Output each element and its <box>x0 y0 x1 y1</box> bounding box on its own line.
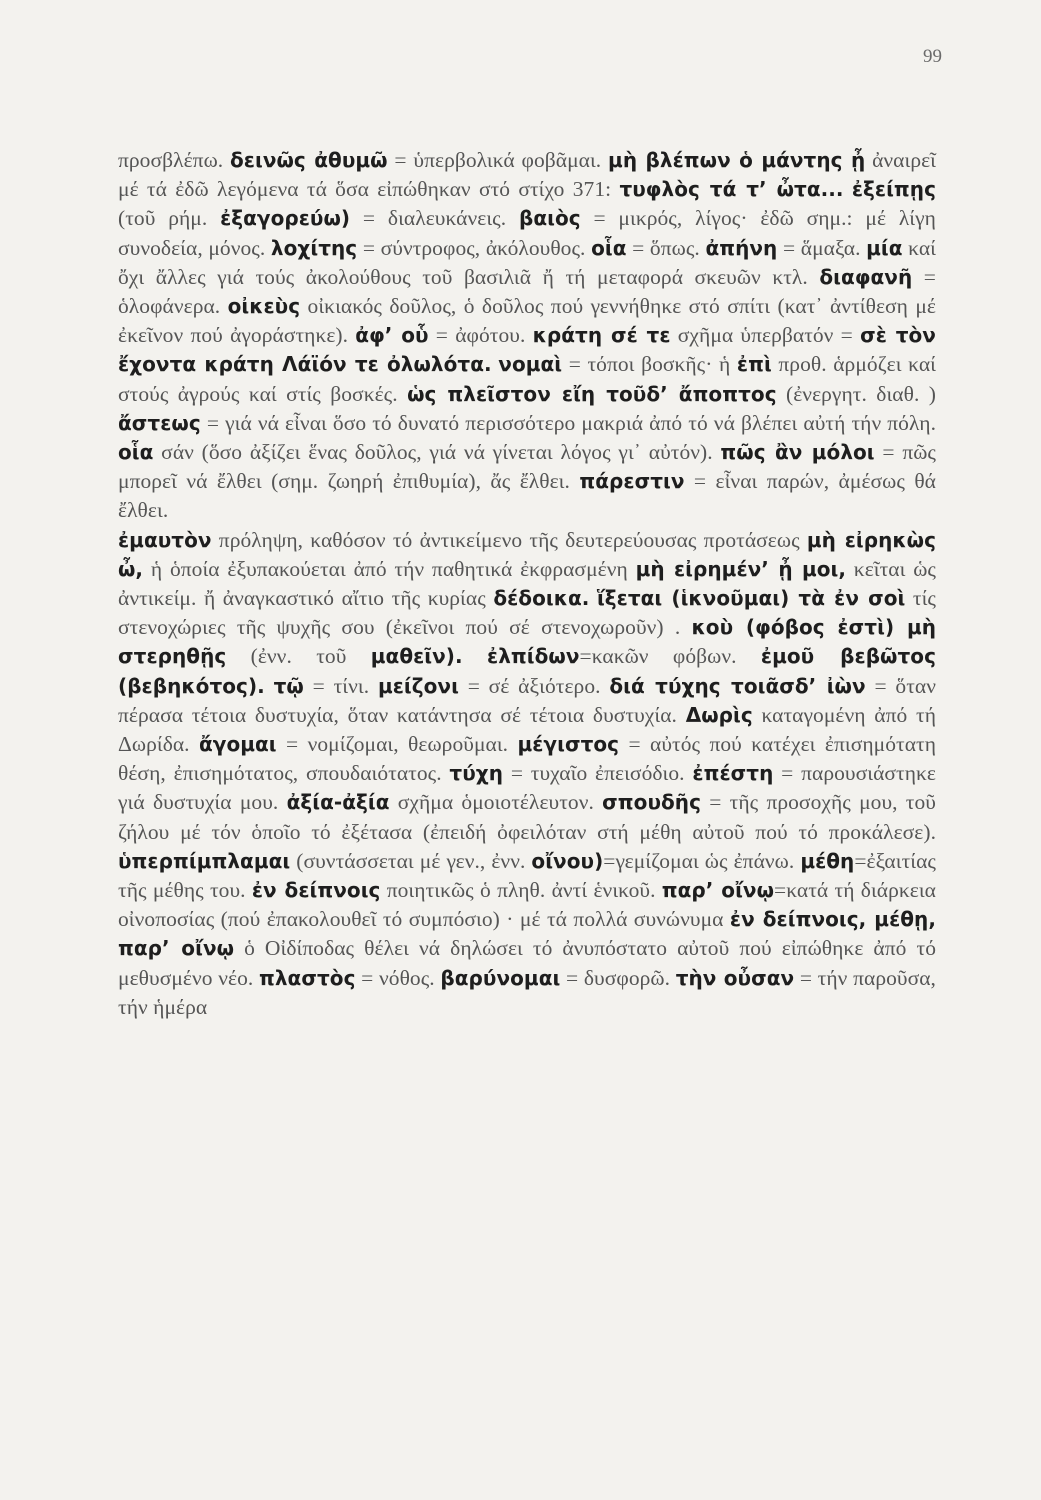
page-number: 99 <box>923 46 942 67</box>
gloss-text <box>844 177 852 201</box>
lemma: ἄγομαι <box>199 732 277 757</box>
gloss-text: ἡ ὁποία ἐξυπακούεται ἀπό τήν παθητικά ἐκφρασμένη <box>143 556 636 581</box>
lemma: μείζονι <box>377 673 459 698</box>
gloss-text: σχῆμα ὑπερβατόν = <box>670 323 861 348</box>
gloss-text <box>265 674 274 698</box>
lemma: οἰκεὺς <box>227 294 301 319</box>
lemma: κράτη σέ τε <box>532 323 671 348</box>
gloss-text: = ὁλοφάνερα. <box>118 264 936 319</box>
lemma: τυφλὸς τά τ’ ὦτα... <box>619 177 844 202</box>
gloss-text: = αὐτός πού κατέχει ἐπισημότατη θέση, ἐπισημότατος, σπουδαιότατος. <box>118 732 937 786</box>
lemma: λοχίτης <box>270 235 358 260</box>
gloss-text: κεῖται ὡς ἀντικείμ. ἤ ἀναγκαστικό αἴτιο τῆς κυρίας <box>118 556 936 611</box>
lemma: διαφανῆ <box>819 264 913 289</box>
gloss-text: =γεμίζομαι ὡς ἐπάνω. <box>603 848 801 873</box>
gloss-text: καί ὄχι ἄλλες γιά τούς ἀκολούθους τοῦ βασιλιᾶ ἤ τή μεταφορά σκευῶν κτλ. <box>118 235 936 289</box>
gloss-text: = τίνι. <box>303 673 378 698</box>
lemma: τύχη <box>449 761 504 786</box>
gloss-text: = νόθος. <box>355 965 441 990</box>
lemma: δέδοικα. <box>493 586 590 611</box>
lemma: ὑπερπίμπλαμαι <box>118 848 291 873</box>
lemma: κοὺ (φόβος ἐστὶ) μὴ στερηθῇς <box>118 615 937 669</box>
lemma: τὴν οὖσαν <box>675 965 795 990</box>
lemma: πλαστὸς <box>258 965 356 990</box>
commentary-text <box>118 146 936 1022</box>
lemma: μὴ εἰρημέν’ ᾖ μοι, <box>635 556 847 581</box>
lemma: μία <box>866 235 903 260</box>
lemma: πῶς ἂν μόλοι <box>720 440 875 465</box>
gloss-text: σχῆμα ὁμοιοτέλευτον. <box>389 790 603 815</box>
gloss-text: (ἐνεργητ. διαθ. ) <box>776 381 937 406</box>
lemma: μὴ εἰρηκὼς ὦ, <box>118 527 936 581</box>
gloss-text: οἰκιακός δοῦλος, ὁ δοῦλος πού γεννήθηκε στό σπίτι (κατ᾽ ἀντίθεση μέ ἐκεῖνον πού ἀγοράστηκε). <box>118 294 937 348</box>
lemma: ἐν δείπνοις, μέθῃ, παρ’ οἴνῳ <box>118 907 936 961</box>
gloss-text: = σύντροφος, ἀκόλουθος. <box>357 235 592 260</box>
gloss-text: =κατά τή διάρκεια οἰνοποσίας (πού ἐπακολουθεῖ τό συμπόσιο) · μέ τά πολλά συνώνυμα <box>118 878 936 932</box>
gloss-text: = γιά νά εἶναι ὅσο τό δυνατό περισσότερο μακριά ἀπό τό νά βλέπει αὐτή τήν πόλη. <box>200 410 936 435</box>
lemma: βαιὸς <box>518 206 581 231</box>
gloss-text: = τυχαῖο ἐπεισόδιο. <box>503 761 693 786</box>
lemma: ἀπήνη <box>705 235 778 260</box>
lemma: παρ’ οἴνῳ <box>661 878 775 903</box>
gloss-text: (συντάσσεται μέ γεν., ἐνν. <box>290 848 532 873</box>
paragraph <box>118 526 936 1022</box>
lemma: μέθη <box>800 848 855 873</box>
lemma: ἐπὶ <box>736 352 772 377</box>
gloss-text: = παρουσιάστηκε γιά δυστυχία μου. <box>118 761 936 815</box>
lemma: διά τύχης τοιᾶσδ’ ἰὼν <box>609 673 866 698</box>
gloss-text <box>463 644 487 668</box>
lemma: πάρεστιν <box>579 469 685 494</box>
lemma: σὲ τὸν ἔχοντα κράτη Λάϊόν τε ὀλωλότα. <box>118 323 936 377</box>
gloss-text: σάν (ὅσο ἀξίζει ἕνας δοῦλος, γιά νά γίνεται λόγος γι᾽ αὐτόν). <box>153 440 721 465</box>
gloss-text: = ἅμαξα. <box>777 235 867 260</box>
lemma: δεινῶς ἀθυμῶ <box>230 148 388 172</box>
gloss-text: = διαλευκάνεις. <box>350 206 519 231</box>
gloss-text: ἀναιρεῖ μέ τά ἐδῶ λεγόμενα τά ὅσα εἰπώθηκαν στό στίχο 371: <box>118 148 937 202</box>
gloss-text: προθ. ἁρμόζει καί στούς ἀγρούς καί στίς βοσκές. <box>118 352 936 406</box>
gloss-text: = τῆς προσοχῆς μου, τοῦ ζήλου μέ τόν ὁποῖο τό ἐξέτασα (ἐπειδή ὀφειλόταν στή μέθη αὐτοῦ πού τό προκάλεσε). <box>118 790 936 844</box>
gloss-text: = τόποι βοσκῆς· ἡ <box>562 352 737 377</box>
lemma: βαρύνομαι <box>440 965 561 990</box>
gloss-text: (τοῦ ρήμ. <box>118 206 221 231</box>
lemma: τῷ <box>273 673 304 698</box>
gloss-text: ὁ Οἰδίποδας θέλει νά δηλώσει τό ἀνυπόστατο αὐτοῦ πού εἰπώθηκε ἀπό τό μεθυσμένο νέο. <box>118 936 936 990</box>
gloss-text: = νομίζομαι, θεωροῦμαι. <box>276 732 518 757</box>
paragraph <box>118 146 936 526</box>
lemma: ὡς πλεῖστον εἴη τοῦδ’ ἄποπτος <box>407 381 777 406</box>
gloss-text: = δυσφορῶ. <box>560 965 676 990</box>
lemma: ἐμοῦ βεβῶτος (βεβηκότος). <box>118 644 936 698</box>
gloss-text: = εἶναι παρών, ἀμέσως θά ἔλθει. <box>118 469 937 523</box>
lemma: οἴνου) <box>531 848 604 873</box>
lemma: ἄστεως <box>118 410 201 435</box>
lemma: ἐν δείπνοις <box>251 878 381 903</box>
gloss-text: = ὑπερβολικά φοβᾶμαι. <box>387 148 609 172</box>
lemma: ἐξείπῃς <box>851 177 936 202</box>
lemma: ἵξεται (ἱκνοῦμαι) τὰ ἐν σοὶ <box>596 586 906 611</box>
gloss-text: = τήν παροῦσα, τήν ἡμέρα <box>118 965 936 1019</box>
gloss-text: = σέ ἀξιότερο. <box>458 673 610 698</box>
lemma: οἷα <box>591 235 627 260</box>
lemma: νομαὶ <box>498 352 563 377</box>
gloss-text: =κακῶν φόβων. <box>579 644 761 669</box>
gloss-text: = πῶς μπορεῖ νά ἔλθει (σημ. ζωηρή ἐπιθυμία), ἄς ἔλθει. <box>118 440 936 494</box>
lemma: Δωρὶς <box>685 702 753 727</box>
gloss-text: = ἀφότου. <box>428 323 533 348</box>
lemma: ἐπέστη <box>692 761 774 786</box>
gloss-text: καταγομένη ἀπό τή Δωρίδα. <box>118 702 936 757</box>
gloss-text: = ὅταν πέρασα τέτοια δυστυχία, ὅταν κατάντησα σέ τέτοια δυστυχία. <box>118 673 936 727</box>
lemma: ἐξαγορεύω) <box>220 206 351 231</box>
lemma: ἀφ’ οὗ <box>355 323 429 348</box>
gloss-text: πρόληψη, καθόσον τό ἀντικείμενο τῆς δευτερεύουσας προτάσεως <box>211 527 807 552</box>
gloss-text: =ἐξαιτίας τῆς μέθης του. <box>118 848 936 903</box>
lemma: μὴ βλέπων ὁ μάντης ᾖ <box>608 148 866 172</box>
gloss-text: ποιητικῶς ὁ πληθ. ἀντί ἑνικοῦ. <box>380 878 662 903</box>
lemma: οἷα <box>118 440 154 465</box>
gloss-text: προσβλέπω. <box>118 148 231 172</box>
lemma: μέγιστος <box>517 732 620 757</box>
gloss-text <box>589 586 597 610</box>
gloss-text: = ὅπως. <box>626 235 706 260</box>
gloss-text: τίς στενοχώριες τῆς ψυχῆς σου (ἐκεῖνοι πού σέ στενοχωροῦν) . <box>118 586 936 640</box>
lemma: σπουδῆς <box>602 790 701 815</box>
gloss-text: = μικρός, λίγος· ἐδῶ σημ.: μέ λίγη συνοδεία, μόνος. <box>118 206 936 260</box>
lemma: ἐμαυτὸν <box>118 527 212 552</box>
lemma: ἀξία-ἀξία <box>286 790 390 815</box>
lemma: μαθεῖν). <box>370 644 463 669</box>
lemma: ἐλπίδων <box>487 644 580 669</box>
gloss-text: (ἐνν. τοῦ <box>226 644 371 669</box>
